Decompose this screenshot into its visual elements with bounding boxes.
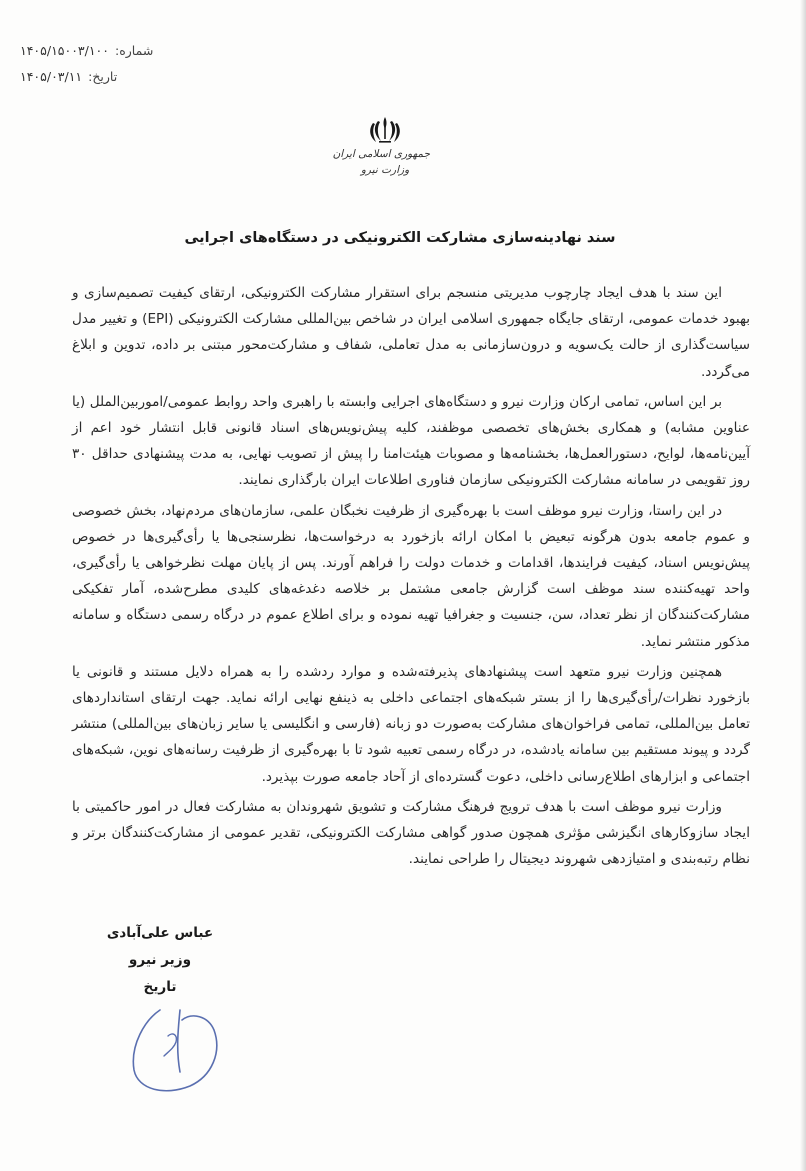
letter-date-value: ۱۴۰۵/۰۳/۱۱ [20,69,83,84]
handwritten-signature [120,990,230,1100]
letter-date-row [20,64,153,90]
letter-date-label: تاریخ: [88,69,118,84]
letter-body [72,280,750,876]
emblem-line-2: وزارت نیرو [360,164,410,176]
ministry-emblem [332,115,430,200]
emblem-line-1: جمهوری اسلامی ایران [332,148,430,160]
scan-edge [800,0,806,1171]
letter-number-label: شماره: [115,43,154,58]
document-title: سند نهادینه‌سازی مشارکت الکترونیکی در دستگاه‌های اجرایی [184,230,616,246]
signatory-position: وزیر نیرو [128,952,192,968]
paragraph-1: این سند با هدف ایجاد چارچوب مدیریتی منسجم برای استقرار مشارکت الکترونیکی، ارتقای کیفیت تصمیم‌سازی و بهبود خدمات عمومی، ارتقای جایگاه جمهوری اسلامی ایران در شاخص بین‌المللی مشارکت الکترونیکی (EPI) و تغییر مدل سیاست‌گذاری از حالت یک‌سویه و درون‌سازمانی به مدل تعاملی، شفاف و مشارکت‌محور مبتنی بر داده، تدوین و ابلاغ می‌گردد. [72,285,750,380]
iran-emblem-icon [368,115,402,145]
signatory-name: عباس علی‌آبادی [106,925,214,941]
signature-block [100,920,220,1001]
letter-meta [20,38,153,90]
signatory-date-label: تاریخ [143,979,177,995]
paragraph-4: همچنین وزارت نیرو متعهد است پیشنهادهای پذیرفته‌شده و موارد ردشده را به همراه دلایل مستند و قانونی یا بازخورد نظرات/رأی‌گیری‌ها را از بستر شبکه‌های اجتماعی داخلی به ذینفع نهایی ارائه نماید. جهت ارتقای استانداردهای تعامل بین‌المللی، تمامی فراخوان‌های مشارکت به‌صورت دو زبانه (فارسی و انگلیسی یا سایر زبان‌های بین‌المللی) منتشر گردد و پیوند مستقیم بین سامانه یادشده، در درگاه رسمی تعبیه شود تا با بهره‌گیری از ظرفیت رسانه‌های نوین، شبکه‌های اجتماعی و ابزارهای اطلاع‌رسانی داخلی، دعوت گسترده‌ای از آحاد جامعه صورت بپذیرد. [72,663,750,785]
letter-number-row [20,38,153,64]
paragraph-5: وزارت نیرو موظف است با هدف ترویج فرهنگ مشارکت و تشویق شهروندان به مشارکت فعال در امور حاکمیتی با ایجاد سازوکارهای انگیزشی مؤثری همچون صدور گواهی مشارکت الکترونیکی، تقدیر عمومی از مشارکت‌کنندگان برتر و نظام رتبه‌بندی و امتیازدهی شهروند دیجیتال را طراحی نمایند. [72,798,750,868]
letter-number-value: ۱۴۰۵/۱۵۰۰۳/۱۰۰ [20,43,109,58]
paragraph-2: بر این اساس، تمامی ارکان وزارت نیرو و دستگاه‌های اجرایی وابسته با راهبری واحد روابط عمومی/اموربین‌الملل (یا عناوین مشابه) و همکاری بخش‌های تخصصی موظفند، کلیه پیش‌نویس‌های اسناد قانونی قابل انتشار خود اعم از آیین‌نامه‌ها، لوایح، دستورالعمل‌ها، بخشنامه‌ها و مصوبات هیئت‌امنا را پیش از تصویب نهایی، به مدت پیشنهادی حداقل ۳۰ روز تقویمی در سامانه مشارکت الکترونیکی سازمان فناوری اطلاعات ایران بارگذاری نمایند. [72,393,750,489]
paragraph-3: در این راستا، وزارت نیرو موظف است با بهره‌گیری از ظرفیت نخبگان علمی، سازمان‌های مردم‌نهاد، بخش خصوصی و عموم جامعه بدون هرگونه تبعیض با امکان ارائه بازخورد به درخواست‌ها، نظرسنجی‌ها یا رأی‌گیری‌ها در خصوص پیش‌نویس اسناد، کیفیت فرایندها، اقدامات و خدمات دولت را فراهم آورند. پس از پایان مهلت نظرخواهی یا رأی‌گیری، واحد تهیه‌کننده سند موظف است گزارش جامعی مشتمل بر خلاصه دغدغه‌های کلیدی مطرح‌شده، آمار تفکیکی مشارکت‌کنندگان از نظر تعداد، سن، جنسیت و جغرافیا تهیه نموده و برای اطلاع عموم در درگاه رسمی دستگاه و سامانه مذکور منتشر نماید. [72,502,750,650]
